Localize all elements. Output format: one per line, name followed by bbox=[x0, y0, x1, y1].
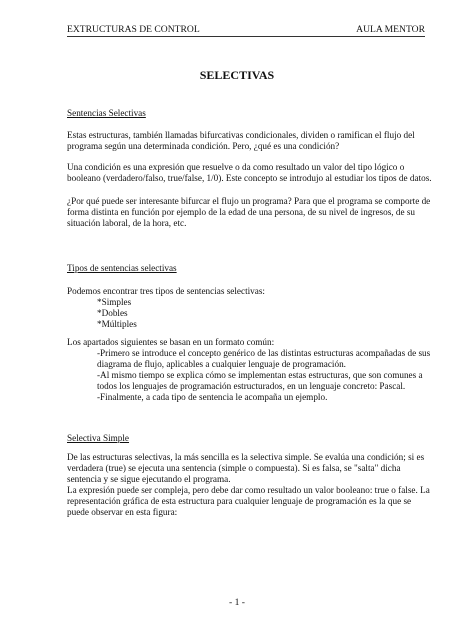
section-heading-tipos: Tipos de sentencias selectivas bbox=[67, 263, 177, 273]
list-item: -Finalmente, a cada tipo de sentencia le acompaña un ejemplo. bbox=[97, 392, 328, 402]
list-item: *Dobles bbox=[97, 308, 128, 318]
page-number: - 1 - bbox=[229, 597, 245, 608]
list-item: -Al mismo tiempo se explica cómo se implementan estas estructuras, que son comunes a todos los lenguajes de programación estructurados, en un lenguaje concreto: Pascal. bbox=[97, 370, 423, 392]
paragraph: La expresión puede ser compleja, pero debe dar como resultado un valor booleano: true o false. La representación gráfica de esta estructura para cualquier lenguaje de programación es la que se puede observar en esta figura: bbox=[67, 485, 430, 518]
header-right: AULA MENTOR bbox=[356, 24, 425, 35]
list-item: -Primero se introduce el concepto genérico de las distintas estructuras acompañadas de sus diagrama de flujo, aplicables a cualquier lenguaje de programación. bbox=[97, 348, 431, 370]
section-heading-selectiva-simple: Selectiva Simple bbox=[67, 433, 130, 443]
paragraph: ¿Por qué puede ser interesante bifurcar el flujo un programa? Para que el programa se comporte de forma distinta en función por ejemplo de la edad de una persona, de su nivel de ingresos, de su situación laboral, de la hora, etc. bbox=[67, 196, 431, 229]
list-item: *Simples bbox=[97, 297, 132, 307]
page-header bbox=[67, 24, 425, 37]
paragraph: Podemos encontrar tres tipos de sentencias selectivas: bbox=[67, 286, 265, 296]
list-item: *Múltiples bbox=[97, 319, 137, 329]
paragraph: Estas estructuras, también llamadas bifurcativas condicionales, dividen o ramifican el flujo del programa según una determinada condición. Pero, ¿qué es una condición? bbox=[67, 130, 415, 152]
section-heading-sentencias: Sentencias Selectivas bbox=[67, 108, 146, 118]
paragraph: Una condición es una expresión que resuelve o da como resultado un valor del tipo lógico o booleano (verdadero/falso, true/false, 1/0). Este concepto se introdujo al estudiar los tipos de datos. bbox=[67, 162, 432, 184]
header-left: EXTRUCTURAS DE CONTROL bbox=[67, 24, 200, 35]
page-title: SELECTIVAS bbox=[199, 68, 275, 82]
paragraph: Los apartados siguientes se basan en un formato común: bbox=[67, 337, 275, 347]
paragraph: De las estructuras selectivas, la más sencilla es la selectiva simple. Se evalúa una condición; si es verdadera (true) se ejecuta una sentencia (simple o compuesta). Si es falsa, se "salta" dicha sentencia y se sigue ejecutando el programa. bbox=[67, 452, 425, 485]
